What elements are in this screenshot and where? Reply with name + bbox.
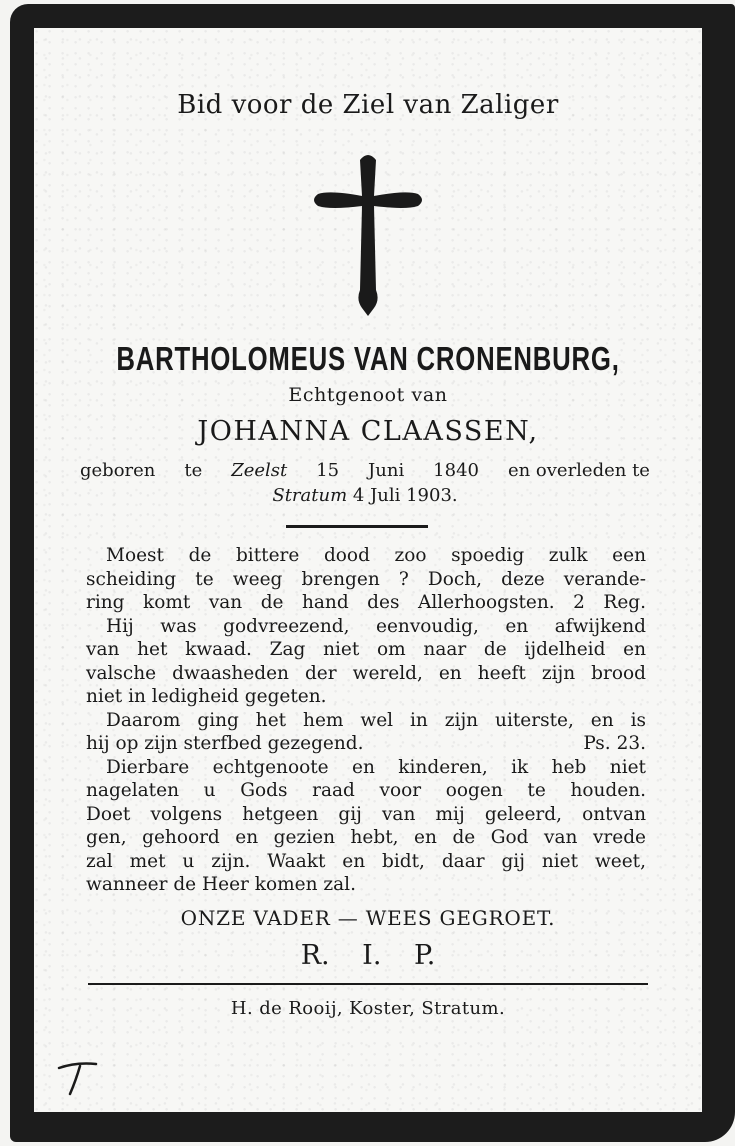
text-line: Dierbare echtgenoote en kinderen, ik heb niet	[106, 756, 646, 778]
divider-long	[88, 983, 648, 985]
text-line: van het kwaad. Zag niet om naar de ijdelheid en	[86, 639, 646, 660]
divider-short	[286, 525, 428, 528]
psalm-reference: Ps. 23.	[583, 733, 646, 754]
deceased-name: BARTHOLOMEUS VAN CRONENBURG,	[116, 340, 620, 377]
birth-month: Juni	[368, 460, 405, 481]
birth-word-1: geboren	[80, 460, 156, 481]
text-line: Moest de bittere dood zoo spoedig zulk een	[106, 545, 646, 566]
birth-place: Zeelst	[231, 460, 288, 481]
birth-word-2: te	[184, 460, 203, 481]
text-line: zal met u zijn. Waakt en bidt, daar gij niet weet,	[86, 850, 646, 872]
memorial-text	[86, 544, 646, 897]
text-line: Daarom ging het hem wel in zijn uiterste, en is	[106, 709, 646, 731]
text-line: nagelaten u Gods raad voor oogen te houden.	[86, 780, 646, 801]
text-line: hij op zijn sterfbed gezegend.	[86, 733, 364, 754]
spouse-name: JOHANNA CLAASSEN,	[197, 416, 539, 447]
spouse-intro: Echtgenoot van	[288, 384, 448, 406]
rip-line: R. I. P.	[300, 940, 436, 971]
text-line: Hij was godvreezend, eenvoudig, en afwijkend	[106, 615, 646, 637]
death-date: 4 Juli 1903.	[352, 485, 458, 506]
text-line: gen, gehoord en gezien hebt, en de God van vrede	[86, 827, 646, 848]
death-line	[80, 483, 650, 508]
death-place: Stratum	[272, 485, 348, 506]
death-intro: en overleden te	[507, 460, 650, 481]
latin-cross-icon	[294, 150, 442, 316]
handwritten-t-mark	[56, 1058, 100, 1098]
prayer-line: ONZE VADER — WEES GEGROET.	[180, 906, 556, 930]
text-line: wanneer de Heer komen zal.	[86, 874, 356, 895]
text-line: Doet volgens hetgeen gij van mij geleerd, ontvan	[86, 803, 646, 825]
text-line-with-ref	[86, 732, 646, 756]
text-line: valsche dwaasheden der wereld, en heeft zijn brood	[86, 662, 646, 684]
printer-credit: H. de Rooij, Koster, Stratum.	[230, 998, 506, 1019]
birth-day: 15	[316, 460, 340, 481]
birth-line	[80, 458, 650, 483]
birth-year: 1840	[433, 460, 479, 481]
text-line: scheiding te weeg brengen ? Doch, deze verande-	[86, 568, 646, 590]
text-line: niet in ledigheid gegeten.	[86, 686, 327, 707]
text-line: ring komt van de hand des Allerhoogsten. 2 Reg.	[86, 592, 646, 613]
card-header: Bid voor de Ziel van Zaliger	[177, 90, 559, 120]
birth-death-info	[80, 458, 650, 508]
memorial-card	[34, 28, 702, 1112]
